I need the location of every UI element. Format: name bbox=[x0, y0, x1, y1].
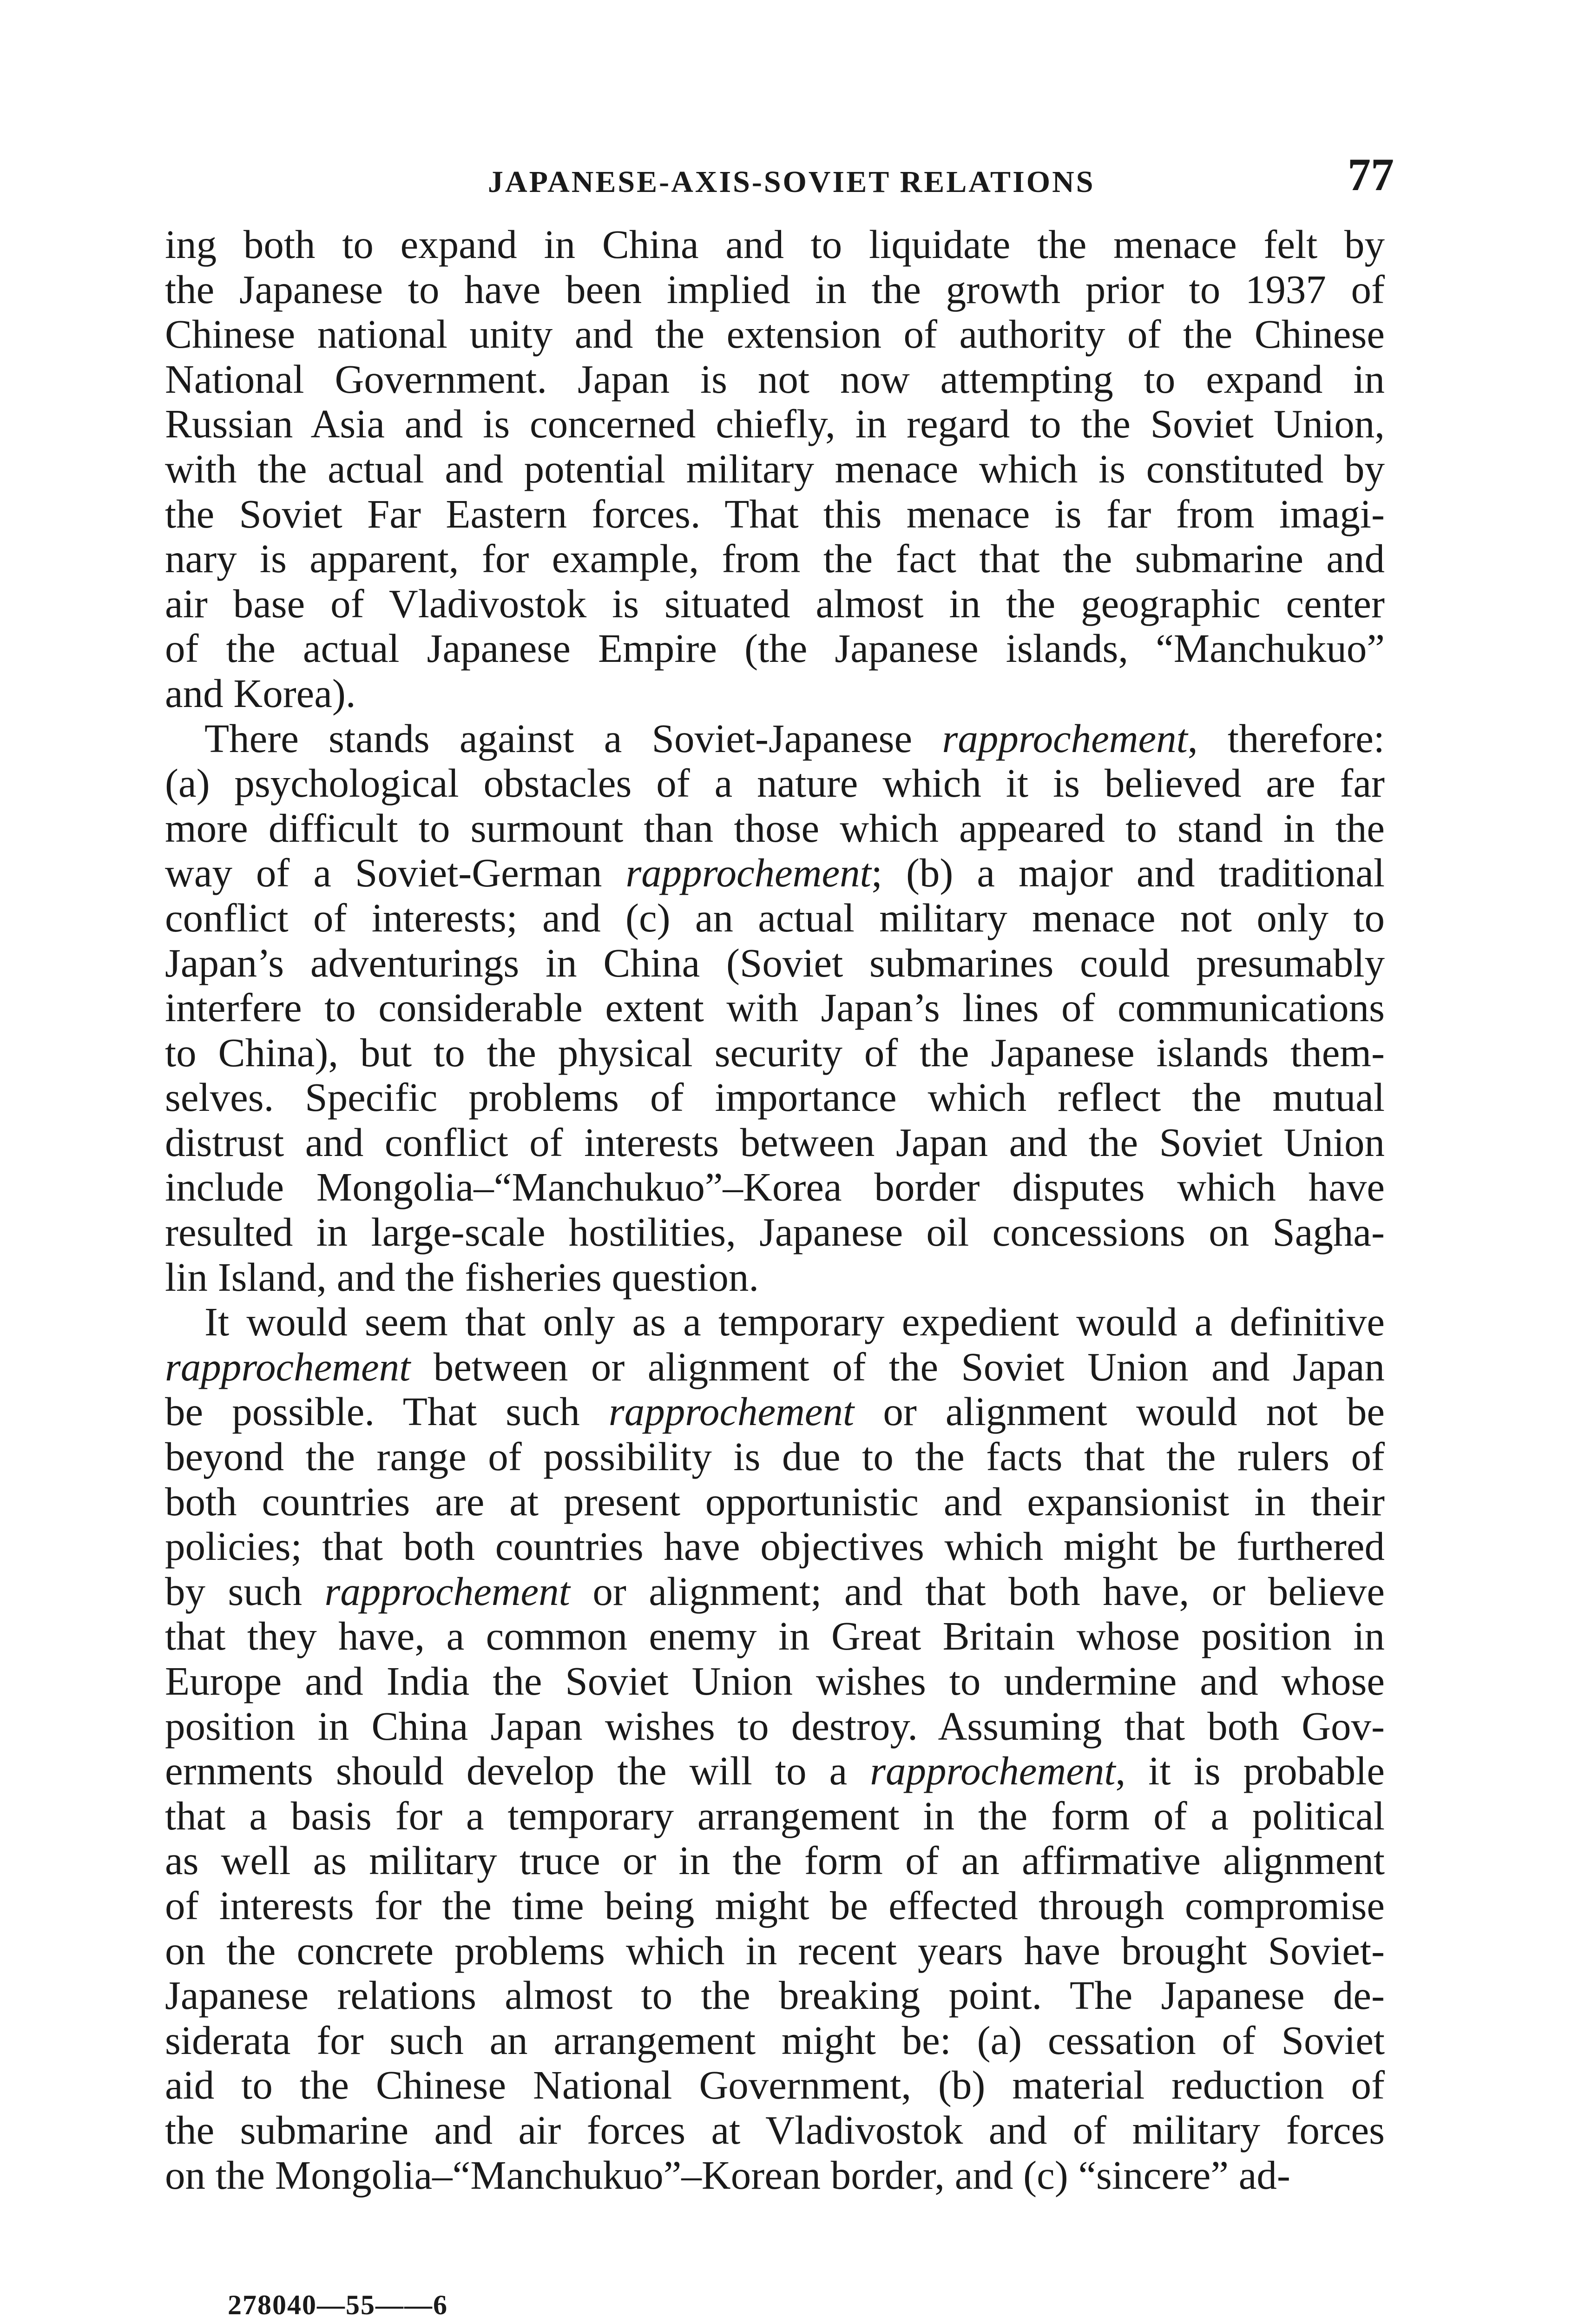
text-line: be possible. That such rapprochement or alignment would not be bbox=[165, 1389, 1385, 1434]
text-line: and Korea). bbox=[165, 671, 356, 716]
text-line: It would seem that only as a temporary expedient would a definitive bbox=[204, 1300, 1385, 1345]
text-line: resulted in large-scale hostilities, Japanese oil concessions on Sagha- bbox=[165, 1210, 1385, 1255]
text-line: conflict of interests; and (c) an actual military menace not only to bbox=[165, 895, 1385, 940]
text-line: of the actual Japanese Empire (the Japanese islands, “Manchukuo” bbox=[165, 626, 1385, 671]
text-line: rapprochement between or alignment of the Soviet Union and Japan bbox=[165, 1344, 1385, 1389]
text-line: interfere to considerable extent with Japan’s lines of communications bbox=[165, 985, 1385, 1030]
text-line: ing both to expand in China and to liquidate the menace felt by bbox=[165, 222, 1385, 267]
text-line: ernments should develop the will to a rapprochement, it is probable bbox=[165, 1749, 1385, 1794]
text-line: to China), but to the physical security of the Japanese islands them- bbox=[165, 1030, 1385, 1075]
text-line: beyond the range of possibility is due to the facts that the rulers of bbox=[165, 1434, 1385, 1479]
text-line: by such rapprochement or alignment; and that both have, or believe bbox=[165, 1569, 1385, 1614]
text-line: (a) psychological obstacles of a nature which it is believed are far bbox=[165, 761, 1385, 806]
text-line: on the Mongolia–“Manchukuo”–Korean border, and (c) “sincere” ad- bbox=[165, 2152, 1290, 2198]
text-line: Chinese national unity and the extension of authority of the Chinese bbox=[165, 312, 1385, 357]
paragraph-1 bbox=[165, 222, 1385, 716]
text-line: National Government. Japan is not now attempting to expand in bbox=[165, 357, 1385, 402]
text-line: policies; that both countries have objectives which might be furthered bbox=[165, 1524, 1385, 1569]
page-header bbox=[488, 148, 1394, 213]
text-line: There stands against a Soviet-Japanese rapprochement, therefore: bbox=[204, 716, 1385, 761]
body-text bbox=[165, 222, 1385, 2198]
text-line: that they have, a common enemy in Great Britain whose position in bbox=[165, 1614, 1385, 1659]
page-number: 77 bbox=[1348, 149, 1394, 200]
text-line: air base of Vladivostok is situated almost in the geographic center bbox=[165, 581, 1385, 626]
text-line: that a basis for a temporary arrangement in the form of a political bbox=[165, 1793, 1385, 1838]
running-head: JAPANESE-AXIS-SOVIET RELATIONS bbox=[488, 165, 1095, 199]
text-line: include Mongolia–“Manchukuo”–Korea border disputes which have bbox=[165, 1165, 1385, 1210]
text-line: of interests for the time being might be effected through compromise bbox=[165, 1883, 1385, 1928]
text-line: nary is apparent, for example, from the fact that the submarine and bbox=[165, 536, 1385, 581]
text-line: position in China Japan wishes to destroy. Assuming that both Gov- bbox=[165, 1703, 1385, 1749]
text-line: lin Island, and the fisheries question. bbox=[165, 1254, 759, 1300]
text-line: Japanese relations almost to the breaking point. The Japanese de- bbox=[165, 1973, 1385, 2018]
text-line: way of a Soviet-German rapprochement; (b) a major and traditional bbox=[165, 851, 1385, 896]
text-line: distrust and conflict of interests between Japan and the Soviet Union bbox=[165, 1120, 1385, 1165]
text-line: with the actual and potential military menace which is constituted by bbox=[165, 446, 1385, 491]
text-line: the Japanese to have been implied in the growth prior to 1937 of bbox=[165, 267, 1385, 312]
text-line: selves. Specific problems of importance which reflect the mutual bbox=[165, 1075, 1385, 1120]
text-line: on the concrete problems which in recent years have brought Soviet- bbox=[165, 1928, 1385, 1973]
text-line: Russian Asia and is concerned chiefly, in regard to the Soviet Union, bbox=[165, 402, 1385, 447]
paragraph-2 bbox=[165, 716, 1385, 1300]
text-line: more difficult to surmount than those which appeared to stand in the bbox=[165, 805, 1385, 851]
paragraph-3 bbox=[165, 1300, 1385, 2198]
text-line: the submarine and air forces at Vladivostok and of military forces bbox=[165, 2107, 1385, 2152]
text-line: Japan’s adventurings in China (Soviet submarines could presumably bbox=[165, 940, 1385, 985]
text-line: aid to the Chinese National Government, (b) material reduction of bbox=[165, 2063, 1385, 2108]
text-line: both countries are at present opportunistic and expansionist in their bbox=[165, 1479, 1385, 1524]
text-line: the Soviet Far Eastern forces. That this menace is far from imagi- bbox=[165, 491, 1385, 536]
text-line: Europe and India the Soviet Union wishes to undermine and whose bbox=[165, 1659, 1385, 1703]
printer-code: 278040—55——6 bbox=[228, 2290, 448, 2320]
text-line: as well as military truce or in the form of an affirmative alignment bbox=[165, 1838, 1385, 1883]
text-line: siderata for such an arrangement might be: (a) cessation of Soviet bbox=[165, 2018, 1385, 2063]
